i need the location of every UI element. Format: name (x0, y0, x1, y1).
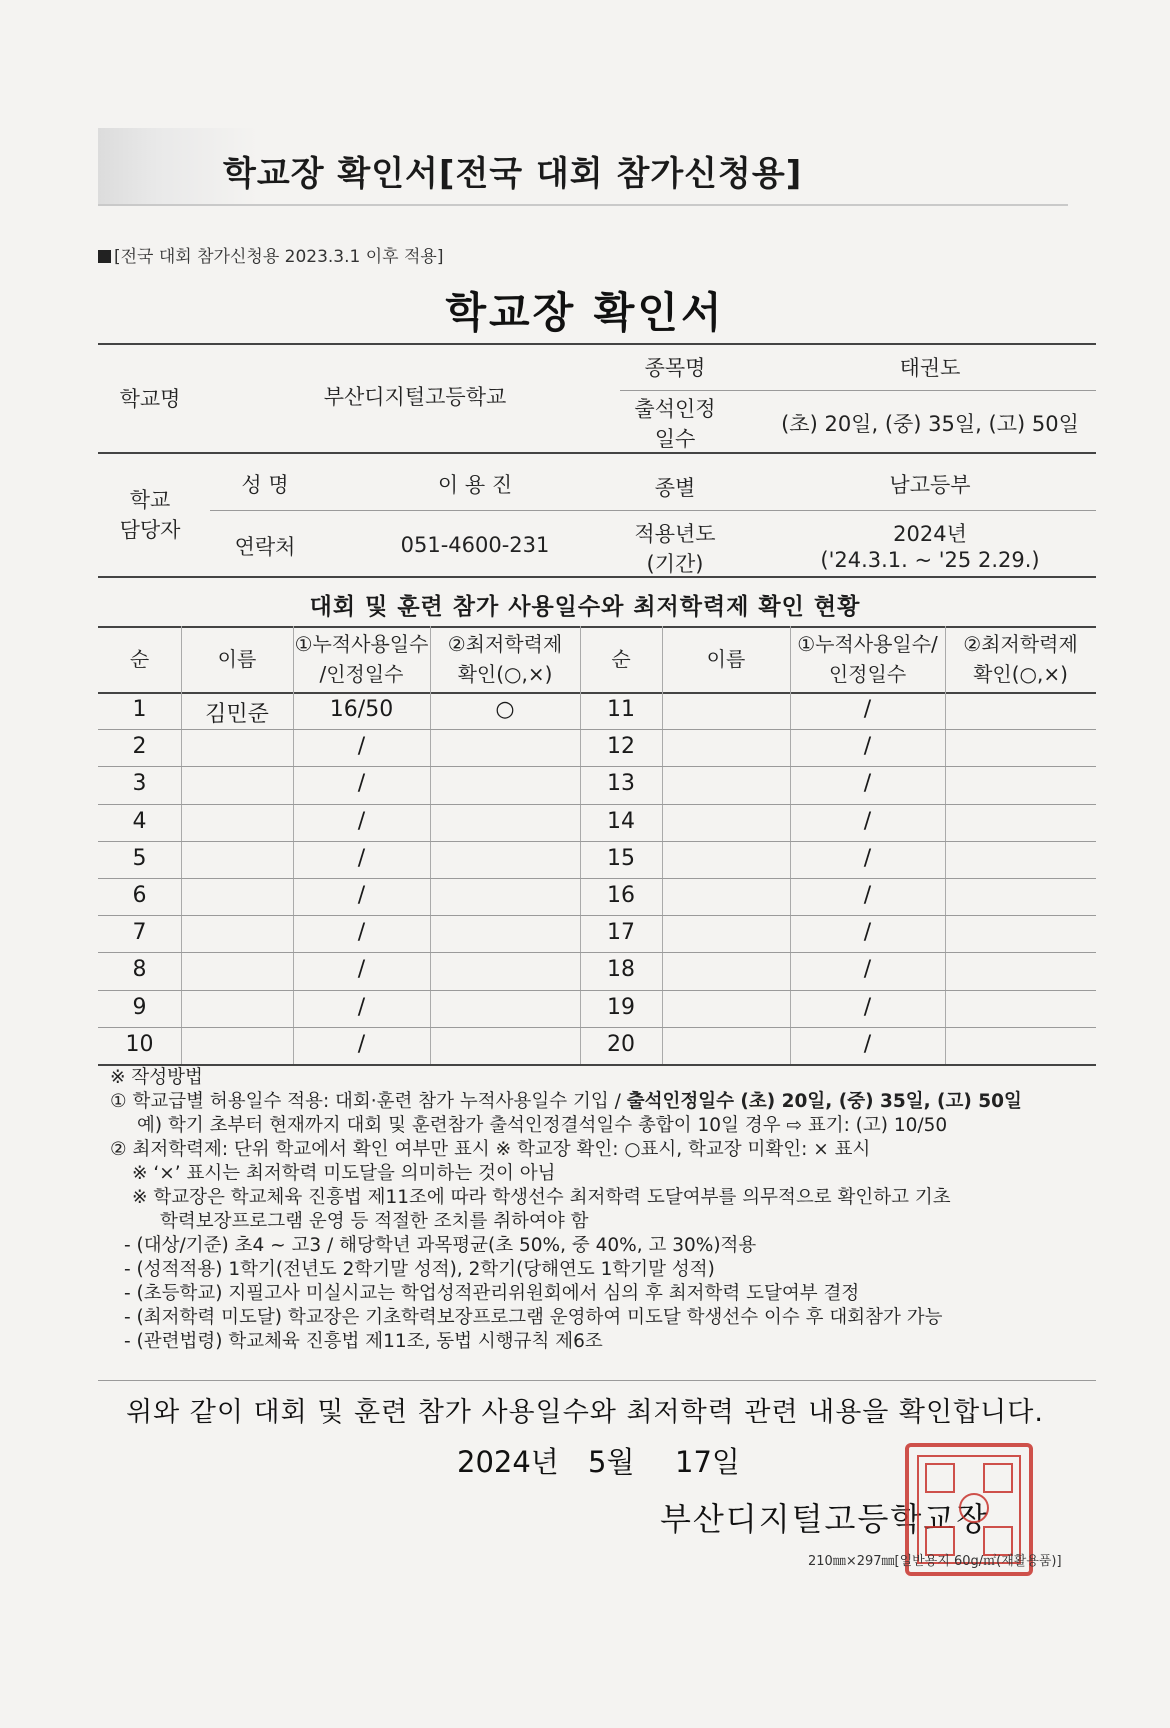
footer-rule (98, 1380, 1096, 1381)
row-rule (580, 804, 1096, 805)
year-label-line2: (기간) (646, 552, 704, 576)
category-label: 종별 (654, 476, 696, 500)
header-check-right-line2: 확인(○,×) (973, 662, 1068, 686)
table-rule (620, 390, 1096, 391)
cell-days: / (357, 846, 366, 871)
cell-days: / (357, 809, 366, 834)
header-check-line2: 확인(○,×) (457, 662, 553, 686)
header-days-right-line2: 인정일수 (828, 662, 907, 686)
cell-no: 18 (607, 957, 635, 982)
cell-no: 17 (607, 920, 635, 945)
form-header-title: 학교장 확인서[전국 대회 참가신청용] (223, 154, 803, 194)
cell-no: 8 (132, 957, 147, 982)
name-label: 성 명 (241, 473, 289, 497)
column-rule (662, 626, 663, 1064)
sport-value: 태권도 (899, 356, 961, 380)
cell-days: / (863, 1032, 872, 1057)
row-rule (98, 841, 580, 842)
form-subheader (98, 242, 443, 267)
cell-days: / (863, 697, 872, 722)
cell-no: 10 (125, 1032, 154, 1057)
row-rule (98, 766, 580, 767)
cell-days: / (863, 957, 872, 982)
cell-days: / (863, 883, 872, 908)
table-rule (98, 692, 1096, 694)
notes-heading: ※ 작성방법 (110, 1067, 203, 1088)
detail-1: - (대상/기준) 초4 ~ 고3 / 해당학년 과목평균(초 50%, 중 40%, 고 30%)적용 (124, 1235, 757, 1256)
manager-label-line1: 학교 (129, 488, 171, 512)
cell-no: 19 (607, 995, 635, 1020)
cell-days: / (863, 920, 872, 945)
school-label: 학교명 (119, 387, 181, 411)
form-header-band (98, 128, 1068, 206)
year-value-line1: 2024년 (893, 522, 967, 546)
table-rule (210, 510, 1096, 511)
row-rule (580, 952, 1096, 953)
row-rule (580, 841, 1096, 842)
cell-days: / (863, 771, 872, 796)
seal-glyph-mark (925, 1463, 955, 1493)
header-no: 순 (129, 647, 150, 671)
row-rule (98, 990, 580, 991)
row-rule (580, 990, 1096, 991)
category-value: 남고등부 (889, 473, 971, 497)
column-rule (430, 626, 431, 1064)
note-2-remark-c: 학력보장프로그램 운영 등 적절한 조치를 취하여야 함 (160, 1211, 589, 1232)
cell-no: 6 (132, 883, 147, 908)
subheader-text: [전국 대회 참가신청용 2023.3.1 이후 적용] (114, 247, 444, 267)
cell-no: 16 (607, 883, 635, 908)
cell-no: 11 (607, 697, 635, 722)
note-1 (110, 1090, 1110, 1114)
print-spec: 210㎜×297㎜[일반용지 60g/㎡(재활용품)] (808, 1554, 1062, 1569)
row-rule (98, 804, 580, 805)
contact-value: 051-4600-231 (400, 533, 550, 557)
header-name: 이름 (217, 647, 257, 671)
manager-label-line2: 담당자 (119, 518, 181, 542)
cell-days: / (863, 734, 872, 759)
row-rule (580, 915, 1096, 916)
sport-label: 종목명 (644, 356, 706, 380)
detail-5: - (관련법령) 학교체육 진흥법 제11조, 동법 시행규칙 제6조 (124, 1331, 603, 1352)
table-rule (98, 343, 1096, 345)
row-rule (98, 915, 580, 916)
cell-days: / (357, 1032, 366, 1057)
cell-no: 4 (132, 809, 147, 834)
cell-days: / (357, 920, 366, 945)
principal-signature: 부산디지털고등학교장 (660, 1500, 990, 1538)
status-section-title: 대회 및 훈련 참가 사용일수와 최저학력제 확인 현황 (309, 594, 861, 620)
note-1-text: ① 학교급별 허용일수 적용: 대회·훈련 참가 누적사용일수 기입 / (110, 1091, 627, 1112)
cell-days: / (863, 809, 872, 834)
cell-days: / (357, 734, 366, 759)
header-days-line1: ①누적사용일수 (294, 632, 429, 656)
writing-instructions (110, 1066, 1110, 1354)
cell-check: ○ (495, 697, 515, 722)
header-check-right-line1: ②최저학력제 (963, 632, 1078, 656)
cell-no: 15 (607, 846, 635, 871)
row-rule (98, 952, 580, 953)
year-label-line1: 적용년도 (634, 522, 716, 546)
cell-days: / (357, 957, 366, 982)
row-rule (580, 729, 1096, 730)
cell-no: 14 (607, 809, 635, 834)
column-rule (945, 626, 946, 1064)
note-2: ② 최저학력제: 단위 학교에서 확인 여부만 표시 ※ 학교장 확인: ○표시, 학교장 미확인: × 표시 (110, 1139, 871, 1160)
cell-days: / (863, 995, 872, 1020)
row-rule (98, 729, 580, 730)
attendance-value: (초) 20일, (중) 35일, (고) 50일 (781, 412, 1079, 436)
cell-name: 김민준 (205, 702, 269, 727)
row-rule (98, 878, 580, 879)
column-rule (181, 626, 182, 1064)
cell-days: / (863, 846, 872, 871)
header-name-right: 이름 (706, 647, 746, 671)
confirmation-statement: 위와 같이 대회 및 훈련 참가 사용일수와 최저학력 관련 내용을 확인합니다. (126, 1397, 1044, 1428)
seal-inner-frame (917, 1455, 1021, 1564)
attendance-label-line2: 일수 (654, 427, 696, 451)
table-rule (98, 576, 1096, 578)
cell-no: 12 (607, 734, 635, 759)
cell-no: 9 (132, 995, 147, 1020)
cell-no: 2 (132, 734, 147, 759)
document-title: 학교장 확인서 (445, 288, 725, 337)
detail-4: - (최저학력 미도달) 학교장은 기초학력보장프로그램 운영하여 미도달 학생선수 이수 후 대회참가 가능 (124, 1307, 943, 1328)
cell-days: / (357, 995, 366, 1020)
row-rule (580, 878, 1096, 879)
cell-days: / (357, 883, 366, 908)
school-value: 부산디지털고등학교 (323, 385, 507, 409)
note-2-remark-b: ※ 학교장은 학교체육 진흥법 제11조에 따라 학생선수 최저학력 도달여부를 의무적으로 확인하고 기초 (132, 1187, 951, 1208)
detail-2: - (성적적용) 1학기(전년도 2학기말 성적), 2학기(당해연도 1학기말 성적) (124, 1259, 715, 1280)
cell-no: 5 (132, 846, 147, 871)
attendance-label-line1: 출석인정 (634, 397, 716, 421)
note-1-example: 예) 학기 초부터 현재까지 대회 및 훈련참가 출석인정결석일수 총합이 10일 경우 ⇨ 표기: (고) 10/50 (137, 1115, 948, 1136)
contact-label: 연락처 (234, 535, 296, 559)
date-year: 2024년 (457, 1445, 559, 1479)
row-rule (580, 766, 1096, 767)
detail-3: - (초등학교) 지필고사 미실시교는 학업성적관리위원회에서 심의 후 최저학력 도달여부 결정 (124, 1283, 860, 1304)
cell-no: 3 (132, 771, 147, 796)
seal-glyph-mark (983, 1463, 1013, 1493)
cell-no: 20 (607, 1032, 635, 1057)
header-days-line2: /인정일수 (319, 662, 404, 686)
note-2-remark-a: ※ ‘×’ 표시는 최저학력 미도달을 의미하는 것이 아님 (132, 1163, 556, 1184)
date-day: 17일 (675, 1445, 740, 1479)
note-1-emphasis: 출석인정일수 (초) 20일, (중) 35일, (고) 50일 (626, 1091, 1022, 1112)
row-rule (98, 1027, 580, 1028)
table-rule (98, 452, 1096, 454)
bullet-square-icon (98, 250, 111, 263)
cell-no: 1 (132, 697, 147, 722)
cell-no: 7 (132, 920, 147, 945)
table-rule (98, 626, 1096, 628)
cell-days: / (357, 771, 366, 796)
year-value-line2: ('24.3.1. ~ '25 2.29.) (820, 548, 1040, 572)
cell-days: 16/50 (329, 697, 394, 722)
row-rule (580, 1027, 1096, 1028)
date-month: 5월 (588, 1445, 635, 1479)
seal-glyph-mark (959, 1493, 989, 1523)
header-no-right: 순 (611, 647, 631, 671)
header-check-line1: ②최저학력제 (447, 632, 563, 656)
name-value: 이 용 진 (437, 473, 513, 497)
cell-no: 13 (607, 771, 635, 796)
header-days-right-line1: ①누적사용일수/ (797, 632, 938, 656)
